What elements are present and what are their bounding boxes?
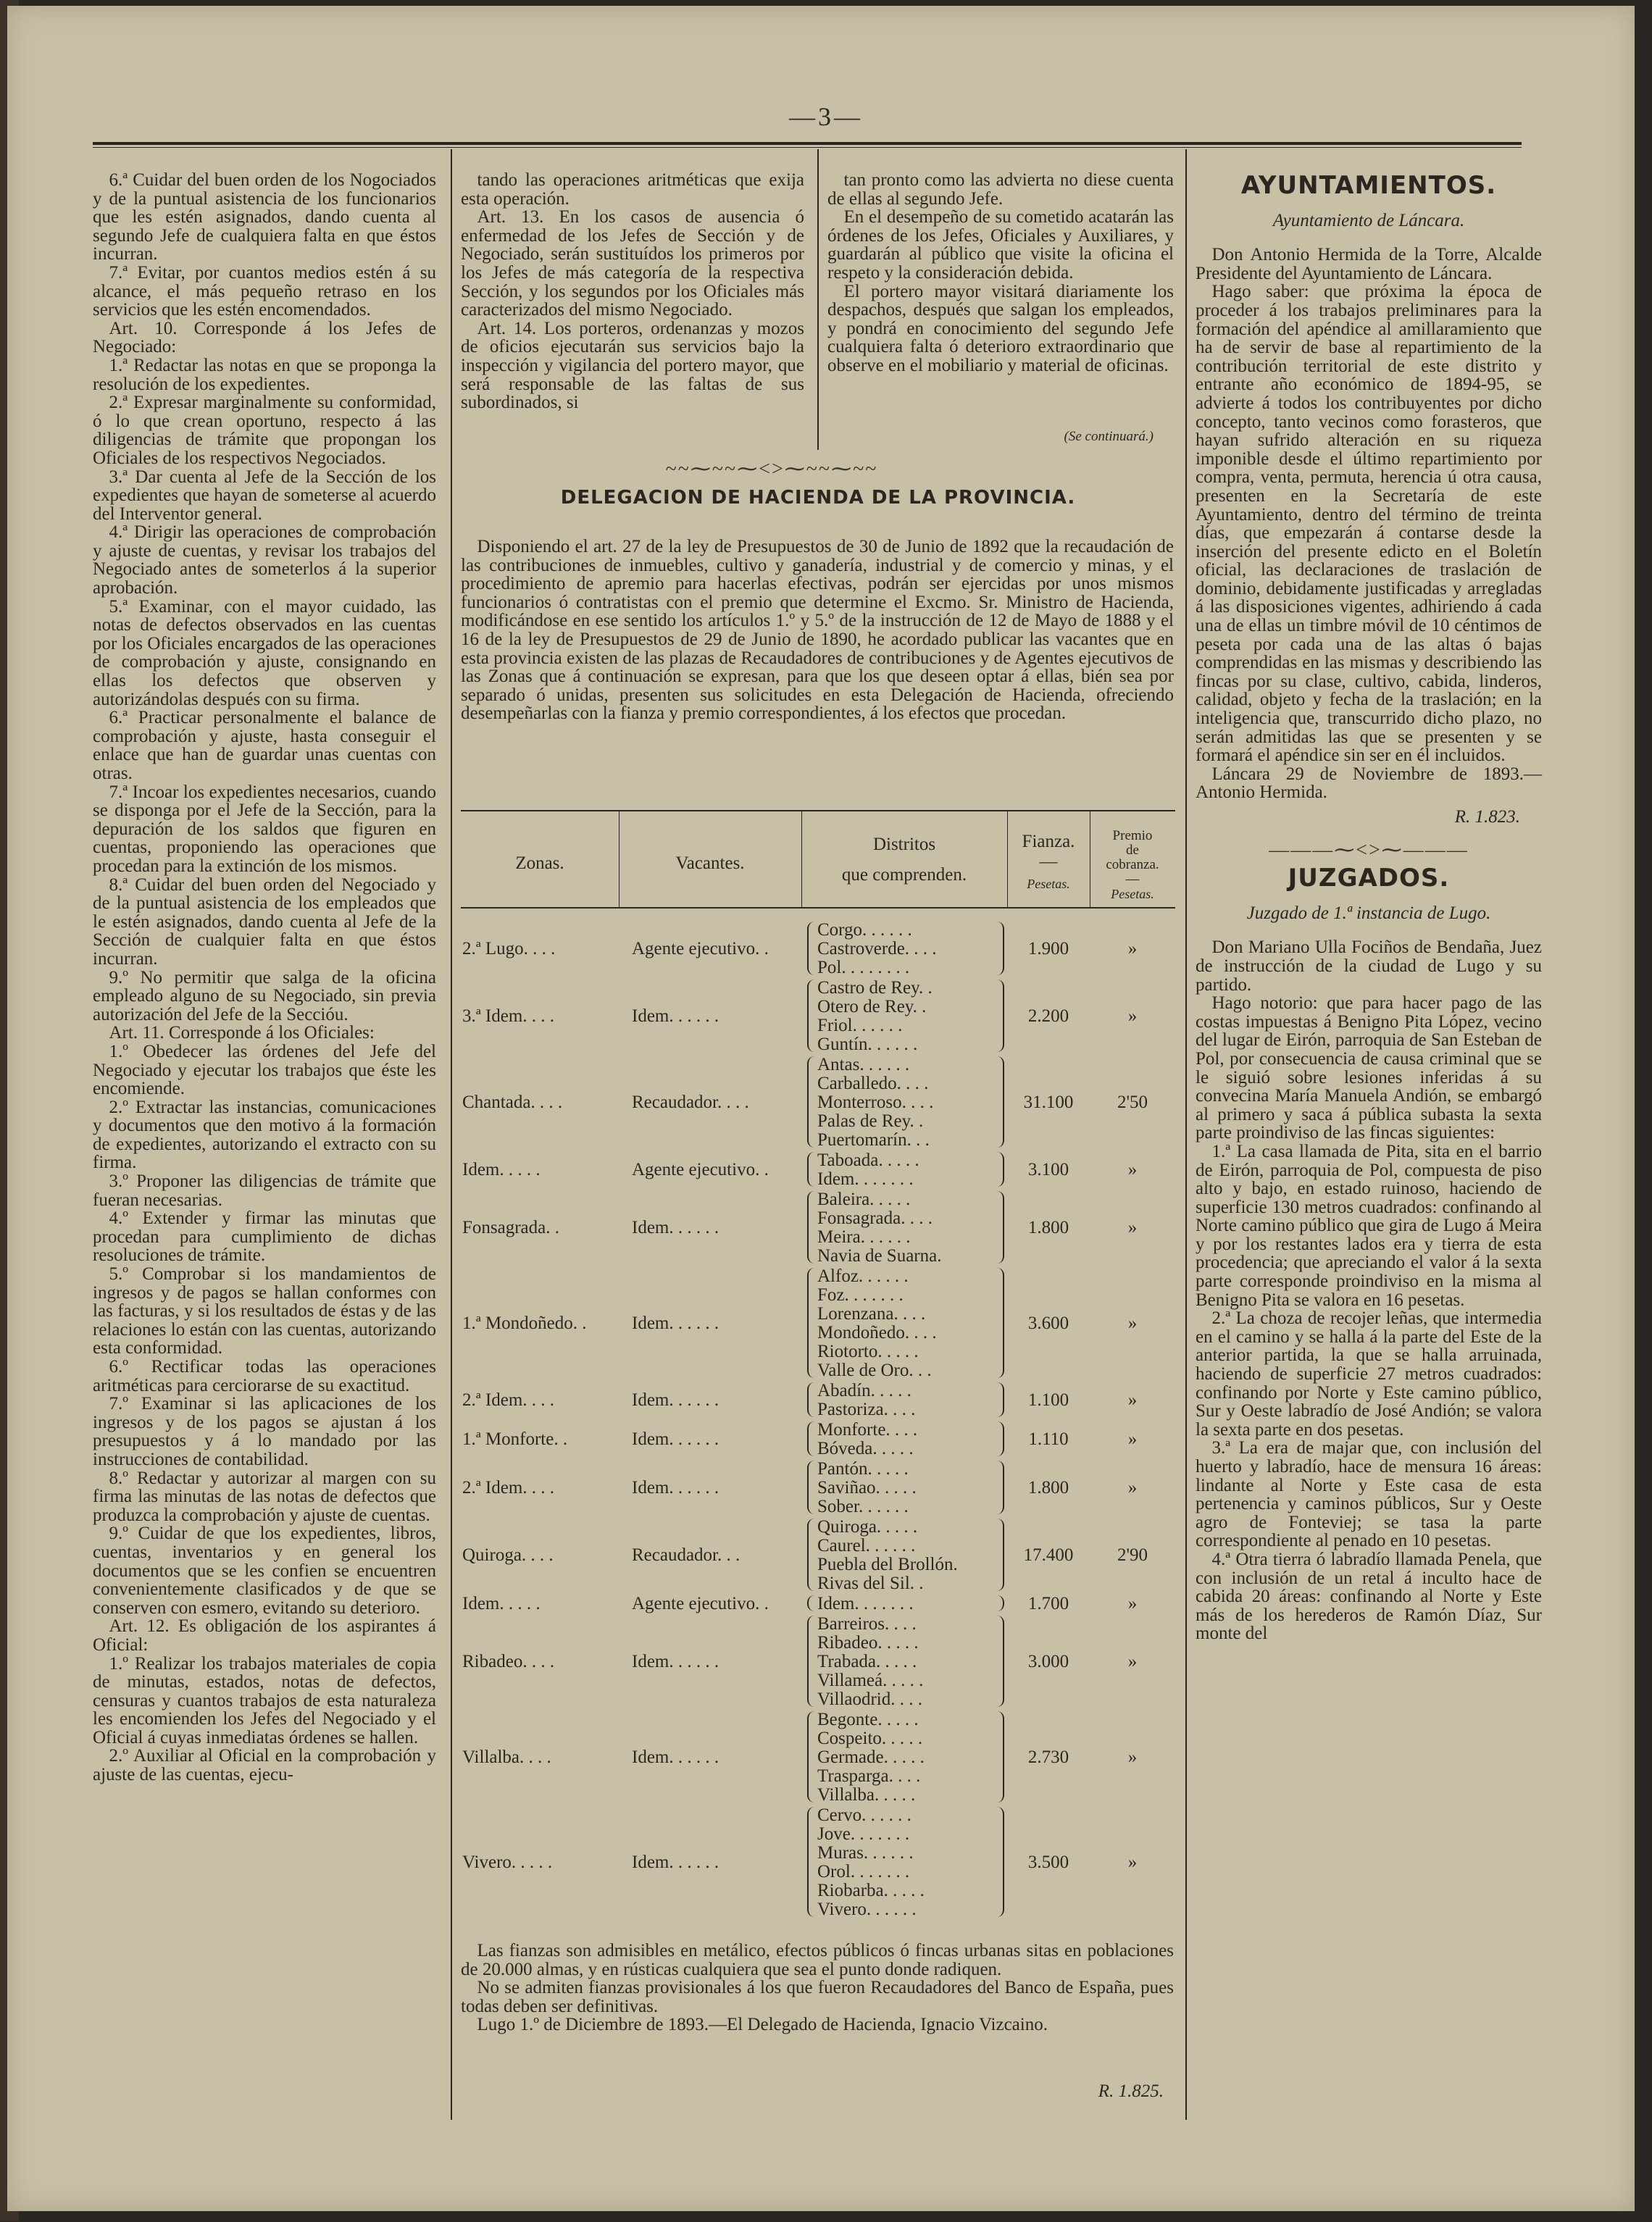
- zona-cell: Fonsagrada. .: [462, 1218, 559, 1237]
- juzgados-paragraph: Don Mariano Ulla Fociños de Bendaña, Juez de instrucción de la ciudad de Lugo y su partido.: [1196, 937, 1542, 995]
- juzgados-paragraph: Hago notorio: que para hacer pago de las costas impuestas á Benigno Pita López, vecino del lugar de Eirón, parroquia de San Esteban de Pol, por consecuencia de causa criminal que se le siguió sobre lesiones inferidas á su convecina María Manuela Andión, se embargó al primero y saca á pública subasta la sexta parte proindiviso de las fincas siguientes:: [1196, 993, 1542, 1143]
- col1-paragraph: 7.ª Evitar, por cuantos medios estén á su alcance, el más pequeño retraso en los servicios que les estén encomendados.: [93, 262, 436, 320]
- juzgados-paragraph: 1.ª La casa llamada de Pita, sita en el barrio de Eirón, parroquia de Pol, compuesta de piso alto y bajo, en estado ruinoso, haciendo de superficie 130 metros cuadrados: confinando al Norte camino público que gira de Lugo á Meira y por los restantes lados era y tierra de esta procedencia; que apreciando el valor á la sexta parte corresponde proindiviso en la misma al Benigno Pita se valora en 16 pesetas.: [1196, 1141, 1542, 1310]
- delegacion-closing-paragraph: Lugo 1.º de Diciembre de 1893.—El Delegado de Hacienda, Ignacio Vizcaino.: [477, 2015, 1048, 2035]
- bracket-left: [807, 1421, 814, 1456]
- ayuntamientos-subtitle: Ayuntamiento de Láncara.: [1272, 210, 1465, 230]
- ayuntamientos-ref: R. 1.823.: [1454, 807, 1520, 827]
- zona-cell: Villalba. . . .: [462, 1747, 551, 1767]
- col1-paragraph: 1.ª Redactar las notas en que se proponga la resolución de los expedientes.: [93, 355, 436, 394]
- distrito-item: Trasparga. . . .: [817, 1766, 921, 1786]
- col1-paragraph: 3.º Proponer las diligencias de trámite que fueran necesarias.: [93, 1171, 436, 1210]
- column-divider: [1185, 149, 1187, 2120]
- fianza-cell: 2.730: [1027, 1747, 1069, 1767]
- zona-cell: Idem. . . . .: [462, 1160, 541, 1179]
- distrito-item: Orol. . . . . . .: [817, 1862, 910, 1881]
- col2-paragraph: tando las operaciones aritméticas que exija esta operación.: [461, 170, 804, 209]
- header-distritos: [801, 835, 1007, 933]
- distrito-item: Idem. . . . . . .: [817, 1594, 914, 1613]
- zona-cell: 2.ª Lugo. . . .: [462, 939, 556, 958]
- distrito-item: Carballedo. . . .: [817, 1074, 929, 1093]
- fianza-cell: 1.900: [1027, 939, 1069, 958]
- distrito-item: Pastoriza. . . .: [817, 1400, 916, 1419]
- distrito-item: Quiroga. . . . .: [817, 1517, 918, 1537]
- col1-paragraph: 9.º Cuidar de que los expedientes, libros, cuentas, inventarios y en general los documentos que se les confien se encuentren convenientemente clasificados y de que se conserven con esmero, evitando su deterioro.: [93, 1524, 436, 1618]
- zona-cell: Vivero. . . . .: [462, 1853, 553, 1872]
- bracket-right: [997, 1056, 1004, 1148]
- distrito-item: Friol. . . . . .: [817, 1016, 903, 1035]
- distrito-item: Castro de Rey. .: [817, 978, 933, 998]
- header-premio-line1: Premio: [1112, 828, 1153, 843]
- bracket-right: [997, 1616, 1004, 1707]
- vacante-cell: Idem. . . . . .: [632, 1313, 719, 1333]
- vacante-cell: Idem. . . . . .: [632, 1390, 719, 1410]
- col1-paragraph: Art. 11. Corresponde á los Oficiales:: [109, 1023, 375, 1043]
- bracket-left: [807, 1461, 814, 1514]
- bracket-right: [997, 1268, 1004, 1378]
- column-divider: [451, 149, 452, 2120]
- header-premio: [1090, 829, 1175, 927]
- table-row: [461, 1150, 1175, 1188]
- juzgados-subtitle: Juzgado de 1.ª instancia de Lugo.: [1246, 903, 1491, 923]
- ornament-divider: ~~⁓~~⁓<>⁓~~⁓~~: [665, 458, 878, 480]
- bracket-left: [807, 1807, 814, 1917]
- table-row: [461, 1190, 1175, 1265]
- column-1: [93, 171, 436, 1784]
- distrito-item: Germade. . . . .: [817, 1747, 925, 1767]
- column-2: [461, 171, 804, 412]
- col1-paragraph: 4.ª Dirigir las operaciones de comprobación y ajuste de cuentas, y revisar los trabajos del Negociado antes de someterlos á la superior aprobación.: [93, 522, 436, 598]
- distrito-item: Pantón. . . . .: [817, 1459, 909, 1479]
- distrito-item: Antas. . . . . .: [817, 1055, 910, 1074]
- distrito-item: Trabada. . . . .: [817, 1652, 917, 1671]
- distrito-item: Vivero. . . . . .: [817, 1900, 917, 1919]
- fianza-cell: 1.110: [1028, 1429, 1069, 1449]
- distrito-item: Caurel. . . . . .: [817, 1536, 916, 1555]
- column-3: [827, 171, 1174, 375]
- col1-paragraph: 6.º Rectificar todas las operaciones aritméticas para cerciorarse de su exactitud.: [93, 1357, 436, 1395]
- ornament-divider-2: ———⁓<>⁓———: [1269, 838, 1469, 861]
- zona-cell: 1.ª Monforte. .: [462, 1429, 568, 1449]
- table-row: [461, 920, 1175, 977]
- header-premio-line3: cobranza.: [1106, 857, 1159, 872]
- col1-paragraph: 1.º Obedecer las órdenes del Jefe del Negociado y ejecutar los trabajos que éste les encomiende.: [93, 1041, 436, 1099]
- distrito-item: Puebla del Brollón.: [817, 1555, 958, 1574]
- col1-paragraph: 8.º Redactar y autorizar al margen con su firma las minutas de las notas de defectos que produzca la comprobación y ajuste de cuentas.: [93, 1468, 436, 1525]
- ayuntamientos-title: AYUNTAMIENTOS.: [1240, 171, 1497, 200]
- distrito-item: Rivas del Sil. .: [817, 1574, 924, 1593]
- page-number: —3—: [789, 102, 863, 131]
- col1-paragraph: 3.ª Dar cuenta al Jefe de la Sección de los expedientes que hayan de someterse al acuerdo del Interventor general.: [93, 467, 436, 524]
- premio-cell: »: [1127, 1390, 1138, 1410]
- premio-cell: »: [1127, 1594, 1138, 1613]
- premio-cell: »: [1127, 1652, 1138, 1671]
- bracket-right: [997, 1807, 1004, 1917]
- distrito-item: Riobarba. . . . .: [817, 1881, 925, 1900]
- zona-cell: 2.ª Idem. . . .: [462, 1478, 555, 1498]
- distrito-item: Castroverde. . . .: [817, 939, 937, 958]
- header-vacantes: Vacantes.: [675, 853, 745, 873]
- col1-paragraph: 6.ª Practicar personalmente el balance de comprobación y ajuste, hasta conseguir el enlace que han de guardar unas cuentas con otras.: [93, 708, 436, 783]
- table-row: [461, 1517, 1175, 1592]
- bracket-left: [807, 1191, 814, 1264]
- distrito-item: Villalba. . . . .: [817, 1785, 916, 1805]
- premio-cell: »: [1127, 1006, 1138, 1026]
- fianza-cell: 3.600: [1027, 1313, 1069, 1333]
- fianza-cell: 17.400: [1023, 1545, 1074, 1565]
- vacante-cell: Idem. . . . . .: [632, 1429, 719, 1449]
- zona-cell: Ribadeo. . . .: [462, 1652, 555, 1671]
- juzgados-title: JUZGADOS.: [1288, 864, 1450, 893]
- bracket-left: [807, 1152, 814, 1187]
- ayuntamientos-paragraph: Láncara 29 de Noviembre de 1893.—Antonio Hermida.: [1196, 764, 1542, 803]
- col1-paragraph: 1.º Realizar los trabajos materiales de copia de minutas, estados, notas de defectos, censuras y cuantos trabajos de esta naturaleza les encomienden los Jefes del Negociado y el Oficial á cuyas inmediatas órdenes se hallen.: [93, 1653, 436, 1747]
- col3-paragraph: En el desempeño de su cometido acatarán las órdenes de los Jefes, Oficiales y Auxiliares, y guardarán al público que visite la oficina el respeto y la consideración debida.: [827, 207, 1174, 283]
- distrito-item: Villameá. . . . .: [817, 1671, 924, 1690]
- header-fianza-dash: —: [1039, 852, 1058, 872]
- zona-cell: Idem. . . . .: [462, 1594, 541, 1613]
- bracket-right: [997, 922, 1004, 975]
- distrito-item: Otero de Rey. .: [817, 997, 927, 1016]
- distrito-item: Navia de Suarna.: [817, 1246, 942, 1266]
- fianza-cell: 2.200: [1027, 1006, 1069, 1026]
- premio-cell: »: [1127, 939, 1138, 958]
- distrito-item: Monterroso. . . .: [817, 1093, 934, 1112]
- bracket-left: [807, 922, 814, 975]
- header-fianza-unit: Pesetas.: [1027, 877, 1070, 891]
- table-row: [461, 1381, 1175, 1419]
- column-4: [1196, 171, 1542, 1643]
- fianza-cell: 3.100: [1027, 1160, 1069, 1179]
- juzgados-body: [1196, 938, 1542, 1643]
- delegacion-intro-text: Disponiendo el art. 27 de la ley de Presupuestos de 30 de Junio de 1892 que la recaudación de las contribuciones de inmuebles, cultivo y ganadería, industrial y de comercio y minas, y el procedimiento de apremio para hacerlas efectivas, podrán ser ejercidas por unos mismos funcionarios ó contratistas con el premio que determine el Excmo. Sr. Ministro de Hacienda, modificándose en ese sentido los artículos 1.º y 5.º de la instrucción de 12 de Mayo de 1888 y el 16 de la ley de Presupuestos de 29 de Junio de 1890, he acordado publicar las vacantes que en esta provincia existen de las plazas de Recaudadores de contribuciones y de Agentes ejecutivos de las Zonas que á continuación se expresan, para que los que deseen optar á ellas, bién sea por separado ó unidas, presenten sus solicitudes en esta Delegación de Hacienda, ofreciendo desempeñarlas con la fianza y premio correspondientes, á los efectos que procedan.: [461, 537, 1174, 724]
- bracket-right: [997, 1191, 1004, 1264]
- col1-paragraph: 6.ª Cuidar del buen orden de los Nogociados y de la puntual asistencia de los funcionarios que les estén asignados, dando cuenta al segundo Jefe de cualquiera falta en que éstos incurran.: [93, 170, 436, 264]
- distrito-item: Taboada. . . . .: [817, 1150, 919, 1170]
- bracket-right: [997, 980, 1004, 1052]
- col3-paragraph: tan pronto como las advierta no diese cuenta de ellas al segundo Jefe.: [827, 170, 1174, 209]
- distrito-item: Monforte. . . .: [817, 1420, 918, 1440]
- vacante-cell: Agente ejecutivo. .: [632, 939, 769, 958]
- table-row: [461, 1710, 1175, 1804]
- continuara-note: (Se continuará.): [1064, 429, 1154, 444]
- distrito-item: Riotorto. . . . .: [817, 1342, 919, 1361]
- table-row: [461, 1614, 1175, 1708]
- bracket-right: [997, 1461, 1004, 1514]
- table-row: [461, 1266, 1175, 1379]
- fianza-cell: 3.500: [1027, 1853, 1069, 1872]
- premio-cell: »: [1127, 1478, 1138, 1498]
- header-premio-dash: —: [1125, 872, 1140, 887]
- col1-paragraph: 7.º Examinar si las aplicaciones de los ingresos y de los pagos se ajustan á los presupuestos y á lo mandado por las instrucciones de contabilidad.: [93, 1394, 436, 1469]
- bracket-left: [807, 1268, 814, 1378]
- col1-paragraph: 5.ª Examinar, con el mayor cuidado, las notas de defectos observados en las cuentas por los Oficiales encargados de las operaciones de comprobación y ajuste, consignando en ellas los defectos que observen y autorizándolas después con su firma.: [93, 596, 436, 709]
- distrito-item: Foz. . . . . . .: [817, 1285, 904, 1305]
- col1-paragraph: 2.º Extractar las instancias, comunicaciones y documentos que den motivo á la formación de expedientes, autorizando el extracto con su firma.: [93, 1097, 436, 1173]
- header-rule: [93, 142, 1522, 145]
- fianza-cell: 1.800: [1027, 1218, 1069, 1237]
- table-row: [461, 1055, 1175, 1149]
- premio-cell: »: [1127, 1429, 1138, 1449]
- bracket-left: [807, 980, 814, 1052]
- table-row: [461, 1594, 1175, 1613]
- bracket-right: [997, 1595, 1004, 1611]
- premio-cell: »: [1127, 1160, 1138, 1179]
- fianza-cell: 31.100: [1023, 1093, 1074, 1112]
- zona-cell: Chantada. . . .: [462, 1093, 563, 1112]
- bracket-left: [807, 1595, 814, 1611]
- col2-paragraph: Art. 13. En los casos de ausencia ó enfermedad de los Jefes de Sección y de Negociado, serán sustituídos los primeros por los Jefes de más categoría de la respectiva Sección, y los segundos por los Oficiales más caracterizados del mismo Negociado.: [461, 207, 804, 320]
- header-premio-line2: de: [1126, 843, 1139, 858]
- col1-paragraph: Art. 10. Corresponde á los Jefes de Negociado:: [93, 318, 436, 357]
- distrito-item: Idem. . . . . . .: [817, 1169, 914, 1189]
- zona-cell: 1.ª Mondoñedo. .: [462, 1313, 587, 1333]
- distrito-item: Baleira. . . . .: [817, 1190, 911, 1209]
- header-premio-unit: Pesetas.: [1111, 887, 1154, 901]
- bracket-left: [807, 1056, 814, 1148]
- delegacion-title: DELEGACION DE HACIENDA DE LA PROVINCIA.: [560, 487, 1076, 509]
- header-fianza: [1007, 832, 1090, 930]
- delegacion-ref: R. 1.825.: [1098, 2081, 1164, 2101]
- distrito-item: Pol. . . . . . . .: [817, 958, 910, 977]
- bracket-left: [807, 1519, 814, 1591]
- fianza-cell: 1.700: [1027, 1594, 1069, 1613]
- col1-paragraph: 5.º Comprobar si los mandamientos de ingresos y de pagos se hallan conformes con las facturas, y si los resultados de éstas y de las relaciones lo están con las cuentas, autorizando esta conformidad.: [93, 1264, 436, 1358]
- bracket-right: [997, 1711, 1004, 1803]
- premio-cell: »: [1127, 1747, 1138, 1767]
- col3-paragraph: El portero mayor visitará diariamente los despachos, después que salgan los empleados, y pondrá en conocimiento del segundo Jefe cualquiera falta ó deterioro extraordinario que observe en el mobiliario y material de oficinas.: [827, 281, 1174, 375]
- distrito-item: Begonte. . . . .: [817, 1710, 919, 1729]
- col1-paragraph: 8.ª Cuidar del buen orden del Negociado y de la puntual asistencia de los empleados que le estén asignados, dando cuenta al Jefe de la Sección de cualquier falta en que éstos incurran.: [93, 874, 436, 969]
- header-fianza-label: Fianza.: [1022, 832, 1075, 851]
- col1-paragraph: 2.º Auxiliar al Oficial en la comprobación y ajuste de las cuentas, ejecu-: [93, 1746, 436, 1785]
- juzgados-paragraph: 3.ª La era de majar que, con inclusión del huerto y labradío, hace de mensura 16 áreas: lindante al Norte y Este casa de esta pertenencia y caminos públicos, Sur y Oeste agro de Fonteviej; se tasa la parte correspondiente al penado en 10 pesetas.: [1196, 1438, 1542, 1551]
- premio-cell: »: [1127, 1218, 1138, 1237]
- header-distritos-line2: que comprenden.: [841, 865, 967, 885]
- distrito-item: Barreiros. . . .: [817, 1614, 917, 1634]
- bracket-left: [807, 1382, 814, 1417]
- juzgados-paragraph: 4.ª Otra tierra ó labradío llamada Penela, que con inclusión de un retal á inculto hace de cabida 20 áreas: confinando al Norte y Este más de los herederos de Ramón Díaz, Sur monte del: [1196, 1549, 1542, 1644]
- juzgados-paragraph: 2.ª La choza de recojer leñas, que intermedia en el camino y se halla á la parte del Este de la anterior partida, la que se halla arruinada, haciendo de superficie 27 metros cuadrados: confinando por Norte y Este camino público, Sur y Oeste labradío de José Andión; se valora la sexta parte en dos pesetas.: [1196, 1308, 1542, 1440]
- vacante-cell: Idem. . . . . .: [632, 1652, 719, 1671]
- col1-paragraph: Art. 12. Es obligación de los aspirantes á Oficial:: [93, 1616, 436, 1655]
- bracket-right: [997, 1152, 1004, 1187]
- distrito-item: Meira. . . . . .: [817, 1227, 911, 1247]
- col2-paragraph: Art. 14. Los porteros, ordenanzas y mozos de oficios ejecutarán sus servicios bajo la inspección y vigilancia del portero mayor, que será responsable de las faltas de sus subordinados, si: [461, 318, 804, 413]
- header-rule-thin: [93, 147, 1522, 148]
- distrito-item: Puertomarín. . .: [817, 1130, 930, 1150]
- distrito-item: Sober. . . . . .: [817, 1497, 909, 1516]
- zona-cell: Quiroga. . . .: [462, 1545, 554, 1565]
- delegacion-closing-paragraph: No se admiten fianzas provisionales á los que fueron Recaudadores del Banco de España, pues todas deben ser definitivas.: [461, 1978, 1174, 2016]
- distrito-item: Cospeito. . . . .: [817, 1729, 923, 1748]
- distrito-item: Fonsagrada. . . .: [817, 1208, 933, 1228]
- vacante-cell: Idem. . . . . .: [632, 1853, 719, 1872]
- vacante-cell: Recaudador. . .: [632, 1545, 741, 1565]
- col1-paragraph: 2.ª Expresar marginalmente su conformidad, ó lo que crean oportuno, respecto á las diligencias de trámite que propongan los Oficiales de los respectivos Negociados.: [93, 393, 436, 468]
- ayuntamientos-paragraph: Don Antonio Hermida de la Torre, Alcalde Presidente del Ayuntamiento de Láncara.: [1196, 245, 1542, 283]
- delegacion-closing-paragraph: Las fianzas son admisibles en metálico, efectos públicos ó fincas urbanas sitas en poblaciones de 20.000 almas, y en rústicas cualquiera que sea el punto donde radiquen.: [461, 1941, 1174, 1979]
- premio-cell: »: [1127, 1313, 1138, 1333]
- premio-cell: »: [1127, 1853, 1138, 1872]
- vacante-cell: Agente ejecutivo. .: [632, 1160, 769, 1179]
- ayuntamientos-paragraph: Hago saber: que próxima la época de proceder á los trabajos preliminares para la formación del apéndice al amillaramiento que ha de servir de base al repartimiento de la contribución territorial de este distrito y entrante año económico de 1894-95, se advierte á todos los contribuyentes por dicho concepto, tanto vecinos como forasteros, que hayan sufrido alteración en su riqueza imponible desde el último repartimiento por compra, venta, permuta, herencia ú otra causa, presenten en la Secretaría de este Ayuntamiento, dentro del término de treinta días, que empezarán á contarse desde la inserción del presente edicto en el Boletín oficial, las declaraciones de traslación de dominio, debidamente justificadas y arregladas á las disposiciones vigentes, adhiriendo á cada una de ellas un timbre móvil de 10 céntimos de peseta por cada una de las altas ó bajas comprendidas en las mismas y describiendo las fincas por su clase, cultivo, cabida, linderos, calidad, objeto y fecha de la traslación; en la inteligencia que, transcurrido dicho plazo, no serán admitidas las que se presenten y se formará el apéndice sin ser en él incluidos.: [1196, 282, 1542, 766]
- fianza-cell: 1.100: [1027, 1390, 1069, 1410]
- vacante-cell: Idem. . . . . .: [632, 1478, 719, 1498]
- ayuntamientos-body: [1196, 246, 1542, 802]
- table-top-rule: [461, 810, 1175, 811]
- fianza-cell: 1.800: [1027, 1478, 1069, 1498]
- distrito-item: Muras. . . . . .: [817, 1843, 914, 1863]
- vacante-cell: Idem. . . . . .: [632, 1006, 719, 1026]
- distrito-item: Cervo. . . . . .: [817, 1805, 911, 1825]
- bracket-right: [997, 1382, 1004, 1417]
- distrito-item: Ribadeo. . . . .: [817, 1633, 919, 1653]
- vacante-cell: Idem. . . . . .: [632, 1218, 719, 1237]
- fianza-cell: 3.000: [1027, 1652, 1069, 1671]
- table-row: [461, 1420, 1175, 1458]
- zona-cell: 3.ª Idem. . . .: [462, 1006, 555, 1026]
- distrito-item: Abadín. . . . .: [817, 1381, 911, 1400]
- header-distritos-line1: Distritos: [872, 835, 936, 854]
- bracket-left: [807, 1711, 814, 1803]
- zona-cell: 2.ª Idem. . . .: [462, 1390, 555, 1410]
- column-divider: [817, 149, 819, 450]
- distrito-item: Saviñao. . . . .: [817, 1478, 917, 1498]
- vacante-cell: Agente ejecutivo. .: [632, 1594, 769, 1613]
- distrito-item: Guntín. . . . . .: [817, 1035, 918, 1054]
- vacante-cell: Idem. . . . . .: [632, 1747, 719, 1767]
- distrito-item: Valle de Oro. . .: [817, 1361, 932, 1380]
- premio-cell: 2'50: [1117, 1093, 1148, 1112]
- table-row: [461, 978, 1175, 1053]
- table-row: [461, 1459, 1175, 1516]
- distrito-item: Alfoz. . . . . .: [817, 1266, 909, 1286]
- delegacion-closing: [461, 1942, 1174, 2034]
- premio-cell: 2'90: [1117, 1545, 1148, 1565]
- distrito-item: Bóveda. . . . .: [817, 1439, 914, 1458]
- bracket-left: [807, 1616, 814, 1707]
- delegacion-intro: [461, 538, 1174, 723]
- bracket-right: [997, 1421, 1004, 1456]
- vacante-cell: Recaudador. . . .: [632, 1093, 749, 1112]
- bracket-right: [997, 1519, 1004, 1591]
- distrito-item: Villaodrid. . . .: [817, 1690, 923, 1709]
- header-zonas: Zonas.: [515, 853, 564, 873]
- distrito-item: Jove. . . . . . .: [817, 1824, 910, 1844]
- col1-paragraph: 4.º Extender y firmar las minutas que procedan para cumplimiento de dichas resoluciones de trámite.: [93, 1208, 436, 1266]
- col1-paragraph: 7.ª Incoar los expedientes necesarios, cuando se disponga por el Jefe de la Sección, para la depuración de los saldos que figuren en cuentas, proponiendo las operaciones que procedan para la extinción de los mismos.: [93, 782, 436, 876]
- table-row: [461, 1805, 1175, 1918]
- distrito-item: Corgo. . . . . .: [817, 920, 912, 940]
- col1-paragraph: 9.º No permitir que salga de la oficina empleado alguno de su Negociado, sin previa autorización del Jefe de la Seccióu.: [93, 967, 436, 1024]
- distrito-item: Lorenzana. . . .: [817, 1304, 926, 1324]
- distrito-item: Palas de Rey. .: [817, 1111, 924, 1131]
- distrito-item: Mondoñedo. . . .: [817, 1323, 937, 1342]
